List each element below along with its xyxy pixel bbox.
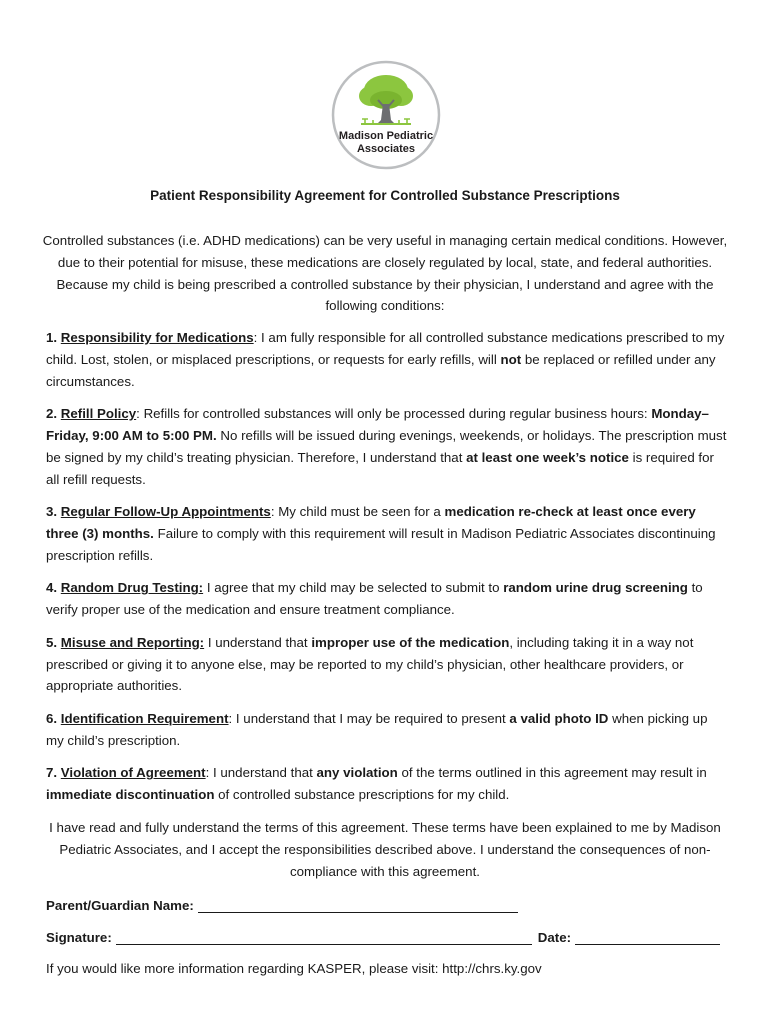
- condition-text: I agree that my child may be selected to submit to: [206, 580, 504, 596]
- condition-emphasis: random urine drug screening: [503, 580, 688, 596]
- intro-paragraph: Controlled substances (i.e. ADHD medications) can be very useful in managing certain medical conditions. However, due to their potential for misuse, these medications are closely regulated by local, state, and federal authorities. Because my child is being prescribed a controlled substance by their physician, I understand and agree with the following conditions:: [42, 233, 728, 314]
- date-field[interactable]: [575, 928, 720, 945]
- condition-separator: :: [205, 765, 213, 781]
- date-label: Date:: [537, 930, 572, 945]
- condition-text: , including taking it in a way not prescribed or giving it to anyone else, may be reported to my child’s physician, other healthcare providers, or appropriate authorities.: [46, 634, 694, 694]
- condition-text: My child must be seen for a: [278, 504, 445, 520]
- condition-text: I am fully responsible for all controlled substance medications prescribed to my child. Lost, stolen, or misplaced prescriptions, or requests for early refills, will: [46, 330, 725, 367]
- guardian-name-row: [46, 893, 728, 913]
- condition-item: [46, 403, 728, 490]
- condition-text: No refills will be issued during evenings, weekends, or holidays. The prescription must be signed by my child’s treating physician. Therefore, I understand that: [46, 427, 727, 465]
- condition-number: 7.: [46, 765, 61, 781]
- condition-emphasis: medication re-check at least once every three (3) months.: [46, 504, 696, 541]
- signature-block: [46, 893, 728, 945]
- condition-heading: Responsibility for Medications: [60, 330, 254, 345]
- condition-emphasis: at least one week’s notice: [466, 449, 629, 465]
- condition-heading: Identification Requirement: [60, 710, 229, 726]
- condition-number: 3.: [46, 504, 61, 520]
- acknowledgement-paragraph: I have read and fully understand the terms of this agreement. These terms have been explained to me by Madison Pediatric Associates, and I accept the responsibilities described above. I understand the consequences of non-compliance with this agreement.: [49, 820, 721, 879]
- condition-text: I understand that I may be required to present: [235, 710, 510, 726]
- condition-heading: Violation of Agreement: [60, 765, 206, 781]
- conditions-list: [46, 327, 728, 817]
- condition-emphasis: immediate discontinuation: [46, 787, 215, 803]
- condition-separator: :: [253, 330, 262, 345]
- condition-emphasis: not: [500, 351, 522, 367]
- condition-emphasis: a valid photo ID: [509, 710, 609, 726]
- condition-number: 1.: [46, 330, 61, 345]
- condition-heading: Regular Follow-Up Appointments: [60, 504, 271, 520]
- practice-logo: [331, 60, 441, 170]
- logo-text-line2: Associates: [356, 143, 416, 155]
- condition-text: Refills for controlled substances will only be processed during regular business hours:: [143, 406, 652, 422]
- condition-heading: Refill Policy: [60, 406, 137, 422]
- condition-number: 4.: [46, 580, 61, 596]
- guardian-name-label: Parent/Guardian Name:: [46, 898, 194, 913]
- condition-text: of the terms outlined in this agreement may result in: [397, 765, 707, 781]
- condition-number: 6.: [46, 710, 61, 726]
- condition-text: of controlled substance prescriptions for my child.: [214, 787, 510, 803]
- condition-item: [46, 577, 728, 621]
- condition-text: to verify proper use of the medication and ensure treatment compliance.: [46, 580, 703, 618]
- kasper-info-note: If you would like more information regarding KASPER, please visit: http://chrs.ky.gov: [46, 961, 542, 976]
- logo-text-line1: Madison Pediatric: [338, 130, 434, 142]
- condition-number: 2.: [46, 406, 61, 422]
- logo-graphic: [331, 60, 441, 170]
- condition-emphasis: any violation: [316, 765, 398, 781]
- condition-text: I understand that: [207, 634, 312, 650]
- condition-text: be replaced or refilled under any circumstances.: [46, 351, 716, 389]
- condition-emphasis: improper use of the medication: [311, 634, 510, 650]
- document-title: Patient Responsibility Agreement for Controlled Substance Prescriptions: [150, 188, 620, 203]
- condition-heading: Random Drug Testing:: [60, 580, 204, 596]
- condition-text: Failure to comply with this requirement will result in Madison Pediatric Associates discontinuing prescription refills.: [46, 525, 716, 563]
- signature-row: [46, 925, 728, 945]
- condition-separator: :: [270, 504, 279, 520]
- signature-label: Signature:: [46, 930, 112, 945]
- condition-item: [46, 708, 728, 752]
- condition-number: 5.: [46, 634, 61, 650]
- condition-item: [46, 762, 728, 806]
- condition-item: [46, 501, 728, 566]
- condition-separator: :: [228, 710, 236, 726]
- signature-field[interactable]: [116, 928, 532, 945]
- condition-heading: Misuse and Reporting:: [60, 634, 205, 650]
- condition-separator: :: [136, 406, 144, 422]
- condition-text: I understand that: [213, 765, 317, 781]
- condition-emphasis: Monday–Friday, 9:00 AM to 5:00 PM.: [46, 406, 709, 443]
- condition-text: is required for all refill requests.: [46, 449, 714, 487]
- condition-item: [46, 632, 728, 697]
- guardian-name-field[interactable]: [198, 896, 518, 913]
- condition-item: [46, 327, 728, 392]
- condition-text: when picking up my child’s prescription.: [46, 710, 708, 748]
